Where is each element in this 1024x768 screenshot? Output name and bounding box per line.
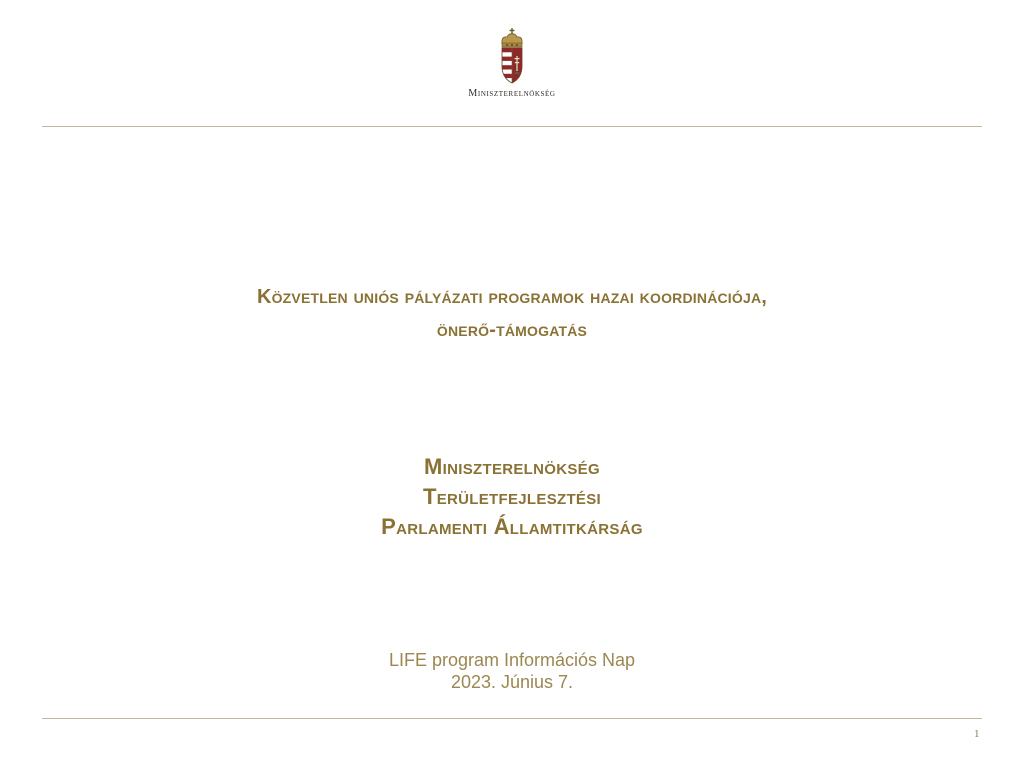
slide-title-line-2: önerő-támogatás [436, 319, 588, 341]
event-name: LIFE program Információs Nap [388, 650, 636, 670]
page-number: 1 [974, 728, 980, 740]
slide-title-line-1: Közvetlen uniós pályázati programok hazai koordinációja, [256, 286, 768, 308]
header-logo [0, 28, 1024, 99]
event-block [0, 649, 1024, 693]
organization-line-2: Területfejlesztési [422, 484, 602, 509]
logo-text: Miniszterelnökség [468, 88, 556, 99]
organization-line-3: Parlamenti Államtitkárság [381, 514, 643, 539]
organization-block [0, 452, 1024, 542]
slide-title [0, 281, 1024, 347]
organization-line-1: Miniszterelnökség [424, 454, 600, 479]
bottom-divider [42, 718, 982, 719]
top-divider [42, 126, 982, 127]
coat-of-arms-icon [499, 28, 525, 84]
event-date: 2023. Június 7. [450, 672, 574, 692]
